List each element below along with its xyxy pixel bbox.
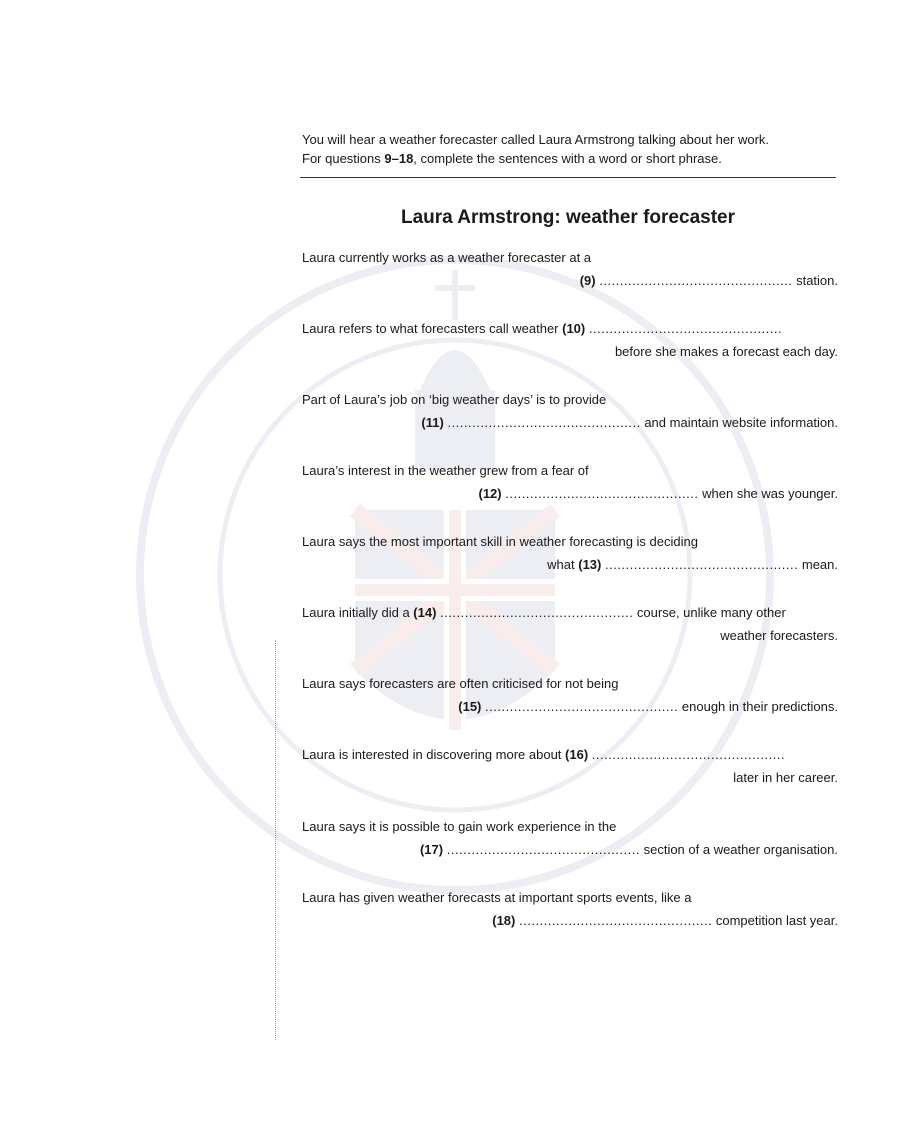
question-continuation: enough in their predictions.: [678, 699, 838, 714]
answer-blank[interactable]: ...............................................: [505, 486, 699, 501]
answer-blank[interactable]: ...............................................: [599, 273, 793, 288]
question-stem: Laura says forecasters are often criticised for not being: [302, 676, 619, 691]
instructions-line-1: You will hear a weather forecaster called Laura Armstrong talking about her work.: [302, 132, 770, 147]
question-stem: Laura initially did a: [302, 605, 414, 620]
instructions: [302, 130, 842, 168]
question-11: [302, 388, 838, 434]
question-18: [302, 886, 838, 932]
question-continuation: before she makes a forecast each day.: [614, 344, 838, 359]
question-number: (11): [421, 415, 444, 430]
question-stem: Laura’s interest in the weather grew from a fear of: [302, 463, 589, 478]
question-15: [302, 672, 838, 718]
question-number: (16): [565, 747, 589, 762]
question-answer-line: [302, 909, 838, 932]
question-stem-line: [302, 743, 838, 766]
question-answer-line: [302, 838, 838, 861]
question-stem-line: [302, 601, 838, 624]
answer-blank[interactable]: ...............................................: [485, 699, 679, 714]
answer-blank[interactable]: ...............................................: [591, 747, 786, 762]
question-continuation: and maintain website information.: [640, 415, 838, 430]
question-stem: Laura says the most important skill in weather forecasting is deciding: [302, 534, 698, 549]
question-continuation: competition last year.: [712, 913, 838, 928]
question-10: [302, 317, 838, 363]
page-title: Laura Armstrong: weather forecaster: [400, 207, 735, 228]
question-stem: Laura currently works as a weather forecaster at a: [302, 250, 592, 265]
answer-blank[interactable]: ...............................................: [447, 415, 641, 430]
question-continuation: later in her career.: [733, 770, 838, 785]
section-divider: [300, 177, 836, 178]
question-number: (10): [562, 321, 586, 336]
question-stem: Laura is interested in discovering more about: [302, 747, 566, 762]
question-after-blank: course, unlike many other: [633, 605, 786, 620]
question-continuation: weather forecasters.: [720, 628, 838, 643]
instructions-line-2-suffix: , complete the sentences with a word or short phrase.: [413, 151, 722, 166]
question-continuation: station.: [792, 273, 838, 288]
question-16: [302, 743, 838, 789]
question-answer-line: [302, 553, 838, 576]
question-stem-line: [302, 317, 838, 340]
instructions-line-2-prefix: For questions: [302, 151, 385, 166]
answer-blank[interactable]: ...............................................: [440, 605, 634, 620]
answer-blank[interactable]: ...............................................: [588, 321, 783, 336]
question-answer-line: [302, 482, 838, 505]
question-answer-line: [302, 695, 838, 718]
instructions-line-2: [302, 149, 842, 168]
margin-dotted-line: [275, 640, 276, 1040]
question-17: [302, 815, 838, 861]
answer-blank[interactable]: ...............................................: [446, 842, 640, 857]
question-number: (12): [478, 486, 502, 501]
question-range: 9–18: [384, 151, 414, 166]
question-prefix: what: [547, 557, 579, 572]
question-continuation: mean.: [798, 557, 838, 572]
question-14: [302, 601, 838, 647]
question-continuation: section of a weather organisation.: [639, 842, 838, 857]
question-number: (14): [413, 605, 437, 620]
question-answer-line: [302, 269, 838, 292]
question-stem: Laura refers to what forecasters call weather: [302, 321, 563, 336]
question-12: [302, 459, 838, 505]
answer-blank[interactable]: ...............................................: [604, 557, 799, 572]
question-number: (18): [492, 913, 516, 928]
question-number: (17): [419, 842, 444, 857]
question-stem: Laura has given weather forecasts at important sports events, like a: [302, 890, 692, 905]
question-answer-line: [302, 411, 838, 434]
question-continuation: when she was younger.: [698, 486, 838, 501]
question-13: [302, 530, 838, 576]
question-number: (13): [578, 557, 602, 572]
question-stem: Laura says it is possible to gain work experience in the: [302, 819, 617, 834]
question-stem: Part of Laura’s job on ‘big weather days’ is to provide: [302, 392, 607, 407]
answer-blank[interactable]: ...............................................: [519, 913, 713, 928]
question-9: [302, 246, 838, 292]
question-number: (9): [579, 273, 596, 288]
question-number: (15): [458, 699, 482, 714]
